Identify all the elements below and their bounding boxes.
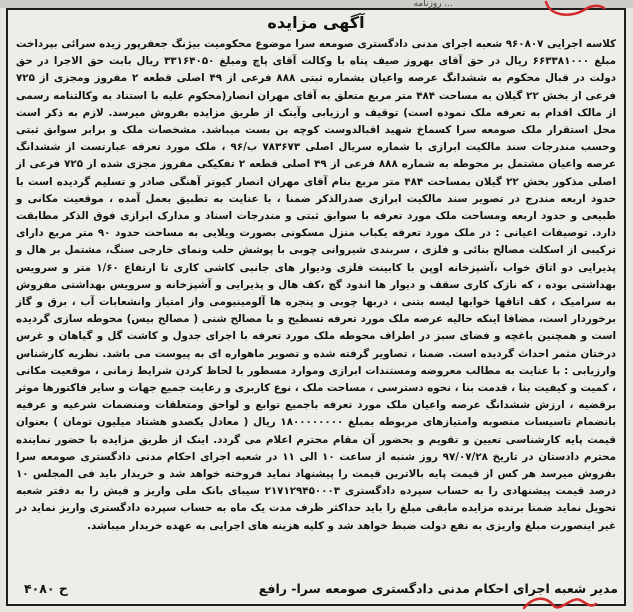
notice-body: کلاسه اجرایی ۹۶۰۸۰۷ شعبه اجرای مدنی دادگستری صومعه سرا موضوع محکومیت بیژنگ جعفرپور زیده سرائی بپرداخت مبلغ ۶۶۳۳۸۱۰۰۰ ریال در حق آقای بهروز صیف پناه با وکالت آقای پاچ ومبلغ ۳۳۱۶۴۰۵۰ ریال بابت حق الاجرا در حق دولت در قبال محکوم به ششدانگ عرصه واعیان بشماره ثبتی ۸۸۸ فرعی از ۴۹ اصلی قطعه ۲ مفروز ومجزی از ۷۲۵ فرعی از بخش ۲۲ گیلان به مساحت ۴۸۴ متر مربع متعلق به آقای مهران انصار(محکوم علیه با استناد به وکالتنامه رسمی از مالک اقدام به تعرفه ملک نموده است) توقیف و ارزیابی وآینک از طریق مزایده بفروش میرسد. لازم به ذکر است محل استقرار ملک صومعه سرا کسماخ شهید اقبالدوست کوچه بن بست میباشد. مشخصات ملک و برابر سوابق ثبتی وحسب مندرجات سند مالکیت ابرازی با شماره سریال اصلی ۷۸۳۶۷۳ ب/۹۶ ، ملک مورد تعرفه عبارتست از ششدانگ عرصه واعیان مشتمل بر محوطه به شماره ۸۸۸ فرعی از ۴۹ اصلی قطعه ۲ تفکیکی مفروز مجزی شده از ۷۲۵ فرعی از اصلی مذکور بخش ۲۲ گیلان بمساحت ۴۸۴ متر مربع بنام آقای مهران انصار کیوتر آهنگی صادر و تسلیم گردیده است با حدود اربعه مندرج در تصویر سند مالکیت ابرازی صدرالذکر ضمنا ، با عنایت به تطبیق بعمل آمده ، موقعیت مکانی و طبیعی و حدود اربعه ومساحت ملک مورد تعرفه با سوابق ثبتی و مندرجات اسناد و مدارک ابرازی فوق الذکر مطابقت دارد. توصیفات اعیانی : در ملک مورد تعرفه یکباب منزل مسکونی بصورت ویلایی به مساحت حدود ۹۰ متر مربع دارای ترکیبی از اسکلت مصالح بنائی و فلزی ، سربندی شیروانی چوبی با پوشش حلب ونمای خارجی سنگ، مشتمل بر هال و پذیرایی دو اتاق خواب ،آشپزخانه اوپن با کابینت فلزی ودیوار های جانبی کاشی کاری تا ارتفاع ۱/۶۰ متر و سرویس بهداشتی بوده ، که نازک کاری سقف و دیوار ها اندود گچ ،کف هال و پذیرایی و آشپزخانه و سرویس بهداشتی مفروش به سرامیک ، کف اتاقها خوابها لیسه بتنی ، دربها چوبی و پنجره ها آلومینیومی واز امتیاز وانشعابات آب ، برق و گاز برخوردار است، مضافا اینکه حالیه عرصه ملک مورد تعرفه تسطیح و با مصالح شنی ( مصالح بیس) محوطه سازی گردیده است و همچنین باغچه و فضای سبز در اطراف محوطه ملک مورد تعرفه با اجرای جدول و کاشت گل و گیاهان و غرس درختان مثمر احداث گردیده است. ضمنا ، تصاویر گرفته شده و تصویر ماهواره ای به پیوست می باشد. نظریه کارشناس وارزیابی : با عنایت به مطالب معروضه ومستندات ابرازی وموارد مسطور با لحاظ کردن شرایط زمانی ، موقعیت مکانی ، کمیت و کیفیت بنا ، قدمت بنا ، نحوه دسترسی ، مساحت ملک ، نوع کاربری و رعایت جمیع جهات و سایر فاکتورها موثر برقضیه ، ارزش ششدانگ عرصه واعیان ملک مورد تعرفه باجمیع توابع و لواحق ومتعلقات ومنضمات شرعیه و عرفیه بانضمام تاسیسات منصوبه وامتیازهای مربوطه بمبلغ ۱۸۰۰۰۰۰۰۰۰ ریال ( معادل یکصدو هشتاد میلیون تومان ) بعنوان قیمت پایه کارشناسی تعیین و تقویم و بحضور آن مقام محترم اعلام می گردد. اینک از طریق مزایده با حضور نماینده محترم دادستان در تاریخ ۹۷/۰۷/۲۸ روز شنبه از ساعت ۱۰ الی ۱۱ در شعبه اجرای احکام مدنی دادگستری صومعه سرا بفروش میرسد هر کس از قیمت پایه بالاترین قیمت را پیشنهاد نماید فروخته خواهد شد و خریدار باید فی المجلس ۱۰ درصد قیمت پیشنهادی را به حساب سپرده دادگستری ۲۱۷۱۲۹۴۵۰۰۰۳ سیبای بانک ملی واریز و فیش را به دفتر شعبه تحویل نماید ضمنا برنده مزایده مابقی مبلغ را باید حداکثر ظرف مدت یک ماه به حساب سپرده دادگستری واریز نماید در غیر اینصورت مبلغ واریزی به نفع دولت ضبط خواهد شد و کلیه هزینه های اجرایی به عهده خریدار میباشد. [16, 38, 617, 532]
notice-code: ح ۴۰۸۰ [24, 581, 68, 596]
newspaper-top-strip [0, 0, 633, 8]
notice-title: آگهی مزایده [267, 13, 365, 32]
top-strip-text: روزنامه ... [413, 0, 453, 8]
notice-footer [14, 579, 618, 601]
notice-frame [6, 8, 626, 606]
signature-line: مدیر شعبه اجرای احکام مدنی دادگستری صومعه سرا- رافع [258, 581, 618, 596]
